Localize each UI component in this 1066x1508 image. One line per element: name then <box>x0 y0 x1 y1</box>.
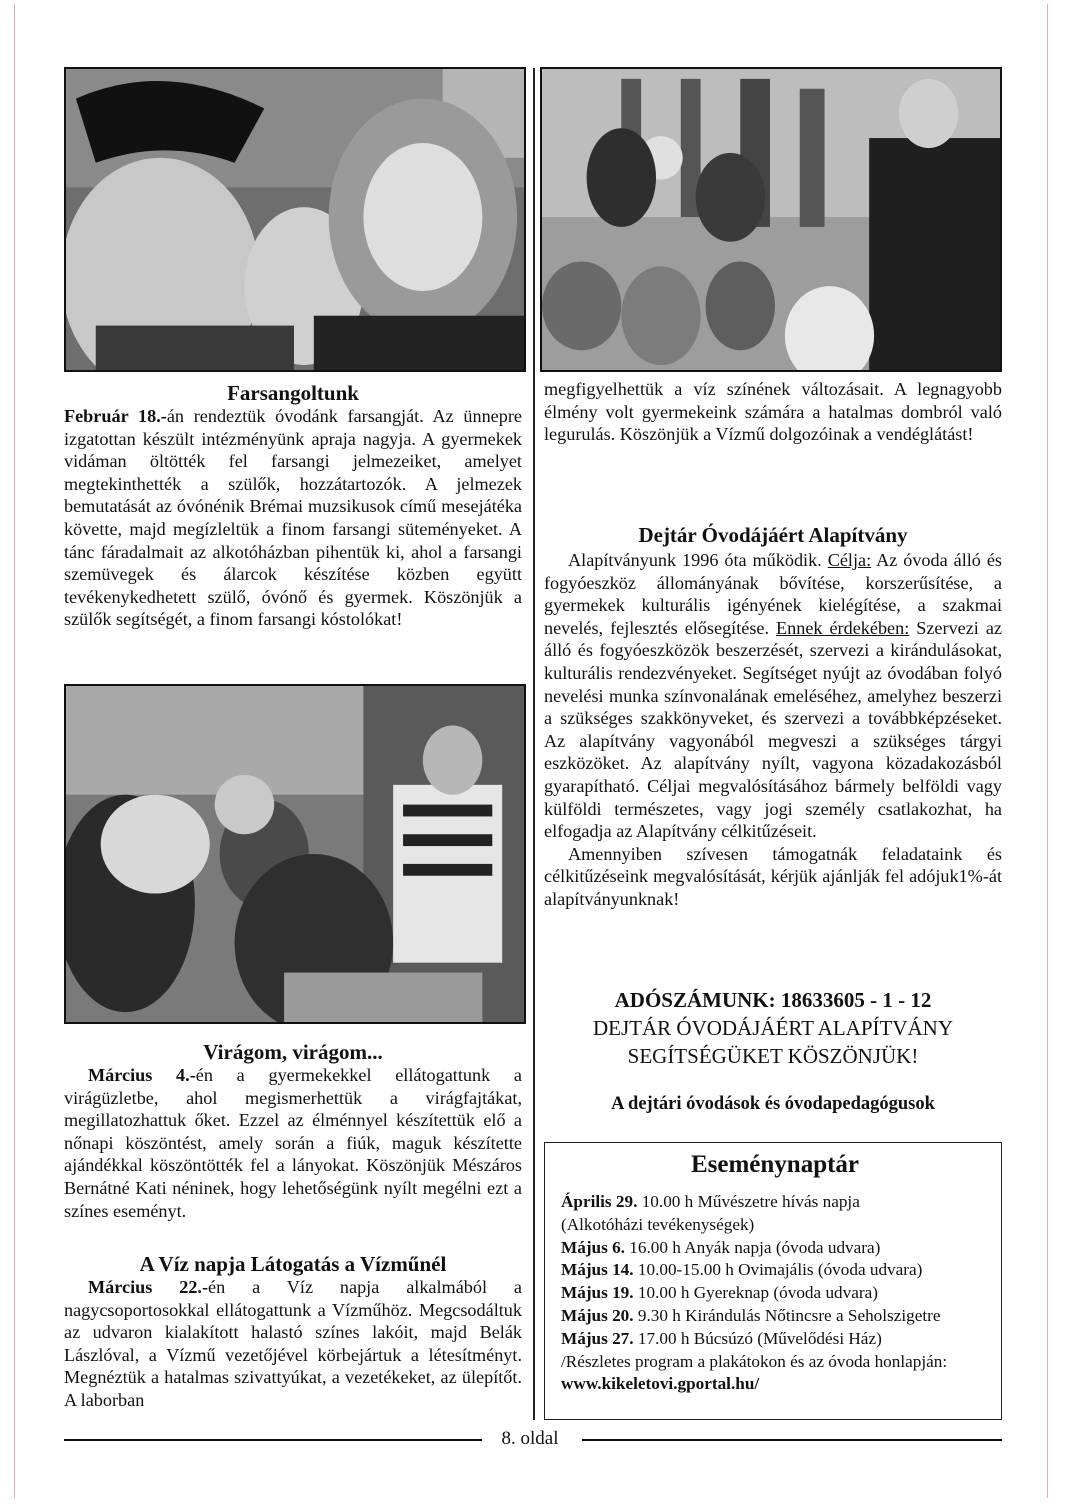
event-text: 10.00 h Gyereknap (óvoda udvara) <box>633 1283 878 1303</box>
calendar-event <box>561 1328 989 1351</box>
means-label: Ennek érdekében: <box>776 617 910 638</box>
article-title: Dejtár Óvodájáért Alapítvány <box>638 523 908 547</box>
article-text: Szervezi az álló és fogyóeszközök beszerzését, szervezi a kirándulásokat, kulturális rendezvényeket. Segítséget nyújt az óvodában folyó nevelési munka színvonalának emeléséhez, amelyhez beszerzi a szükséges szakkönyveket, és szervezi a továbbképzéseket. Az alapítvány vagyonából megveszi a szükséges tárgyi eszközöket. Az alapítvány nyílt, vagyona közadakozásból gyarapítható. Céljai megvalósításához bármely belföldi vagy külföldi természetes, vagy jogi személy csatlakozhat, ha elfogadja az Alapítvány célkitűzéseit. <box>544 617 1002 842</box>
article-text: Az óvoda álló és fogyóeszköz állományának bővítése, korszerűsítése, a gyermekek kulturális igényének kielégítése, a szakmai nevelés, fejlesztés elősegítése. <box>544 550 1003 638</box>
thanks-line: SEGÍTSÉGÜKET KÖSZÖNJÜK! <box>627 1044 919 1068</box>
event-text: 9.30 h Kirándulás Nőtincsre a Seholszigetre <box>633 1305 941 1325</box>
article-text: megfigyelhettük a víz színének változásait. A legnagyobb élmény volt gyermekeink számára a hatalmas dombról való legurulás. Köszönjük a Vízmű dolgozóinak a vendéglátást! <box>544 379 1002 445</box>
photo-flower-shop-visit <box>64 684 526 1024</box>
article-text: én a Víz napja alkalmából a nagycsoportosokkal ellátogattunk a Vízműhöz. Megcsodáltuk az udvaron kialakított halastó színes lakóit, majd Belák Lászlóval, a Vízmű vezetőjével körbejártuk a létesítményt. Megnéztük a hatalmas szivattyúkat, a vezetékeket, az ülepítőt. A laborban <box>64 1277 522 1410</box>
calendar-event <box>561 1351 989 1374</box>
article-title: A Víz napja Látogatás a Vízműnél <box>139 1252 447 1276</box>
article-body <box>64 405 522 631</box>
article-body <box>544 549 1002 843</box>
article-text: Alapítványunk 1996 óta működik. <box>568 550 828 570</box>
event-calendar <box>544 1142 1002 1420</box>
article-body <box>64 1064 522 1222</box>
article-viz-continuation <box>544 378 1002 446</box>
event-text: 10.00 h Művészetre hívás napja <box>637 1192 860 1211</box>
event-list <box>561 1191 989 1396</box>
tax-number-block <box>544 986 1002 1070</box>
footer-rule-left <box>64 1439 482 1441</box>
column-divider <box>533 68 535 1420</box>
event-text: /Részletes program a plakátokon és az óvoda honlapján: <box>561 1351 948 1371</box>
event-text: 10.00-15.00 h Ovimajális (óvoda udvara) <box>633 1260 923 1280</box>
event-date: Május 14. <box>561 1260 634 1280</box>
event-date: Május 6. <box>561 1237 625 1257</box>
article-viz-napja <box>64 1252 522 1412</box>
event-text: www.kikeletovi.gportal.hu/ <box>561 1374 760 1394</box>
event-date: Május 27. <box>561 1328 634 1348</box>
event-text: (Alkotóházi tevékenységek) <box>561 1214 755 1234</box>
calendar-event <box>561 1191 989 1214</box>
calendar-event <box>561 1259 989 1282</box>
article-closing-paragraph: Amennyiben szívesen támogatnák feladataink és célkitűzéseink megvalósítását, kérjük ajánlják fel adójuk1%-át alapítványunknak! <box>544 843 1002 909</box>
goal-label: Célja: <box>827 550 872 570</box>
foundation-name: DEJTÁR ÓVODÁJÁÉRT ALAPÍTVÁNY <box>592 1016 953 1040</box>
photo-water-works-visit <box>540 67 1002 372</box>
calendar-event <box>561 1282 989 1305</box>
calendar-event <box>561 1373 989 1396</box>
article-text: én a gyermekekkel ellátogattunk a virágüzletbe, ahol megismerhettük a virágfajtákat, megillatozhattuk őket. Ezzel az élménnyel készítettük elő a nőnapi köszöntést, amely során a fiúk, maguk készítette ajándékkal köszöntötték fel a lányokat. Köszönjük Mészáros Bernátné Kati néninek, hogy lehetőségünk nyílt megélni ezt a színes eseményt. <box>64 1065 522 1221</box>
page-number: 8. oldal <box>501 1428 559 1449</box>
event-date: Május 20. <box>561 1305 634 1325</box>
article-farsang <box>64 381 522 631</box>
calendar-title: Eseménynaptár <box>690 1151 860 1178</box>
article-lead-date: Március 22.- <box>88 1277 209 1297</box>
photo-carnival-children <box>64 67 526 372</box>
article-body <box>64 1276 522 1412</box>
event-date: Május 19. <box>561 1283 634 1303</box>
event-date: Április 29. <box>561 1192 638 1211</box>
article-title: Farsangoltunk <box>227 381 359 405</box>
event-text: 17.00 h Búcsúzó (Művelődési Ház) <box>633 1328 882 1348</box>
event-text: 16.00 h Anyák napja (óvoda udvara) <box>624 1237 881 1257</box>
calendar-event <box>561 1237 989 1260</box>
article-alapitvany <box>544 523 1002 911</box>
article-title: Virágom, virágom... <box>203 1040 383 1064</box>
calendar-event <box>561 1214 989 1237</box>
signature: A dejtári óvodások és óvodapedagógusok <box>611 1094 935 1114</box>
footer-rule-right <box>582 1439 1002 1441</box>
tax-number: ADÓSZÁMUNK: 18633605 - 1 - 12 <box>614 988 932 1012</box>
article-viragom <box>64 1040 522 1222</box>
article-lead-date: Február 18.- <box>64 406 167 426</box>
article-lead-date: Március 4.- <box>88 1065 196 1085</box>
article-text: án rendeztük óvodánk farsangját. Az ünnepre izgatottan készült intézményünk apraja nagyja. A gyermekek vidáman öltötték fel farsangi jelmezeiket, amelyet megtekinthették a szülők, hozzátartozók. A jelmezek bemutatását az óvónénik Brémai muzsikusok című mesejátéka követte, majd megízleltük a finom farsangi süteményeket. A tánc fáradalmait az alkotóházban pihentük ki, ahol a farsangi szemüvegek és álarcok készítése közben együtt tevékenykedhetett szülő, óvónő és gyermek. Köszönjük a szülők segítségét, a finom farsangi kóstolókat! <box>64 406 522 630</box>
calendar-event <box>561 1305 989 1328</box>
